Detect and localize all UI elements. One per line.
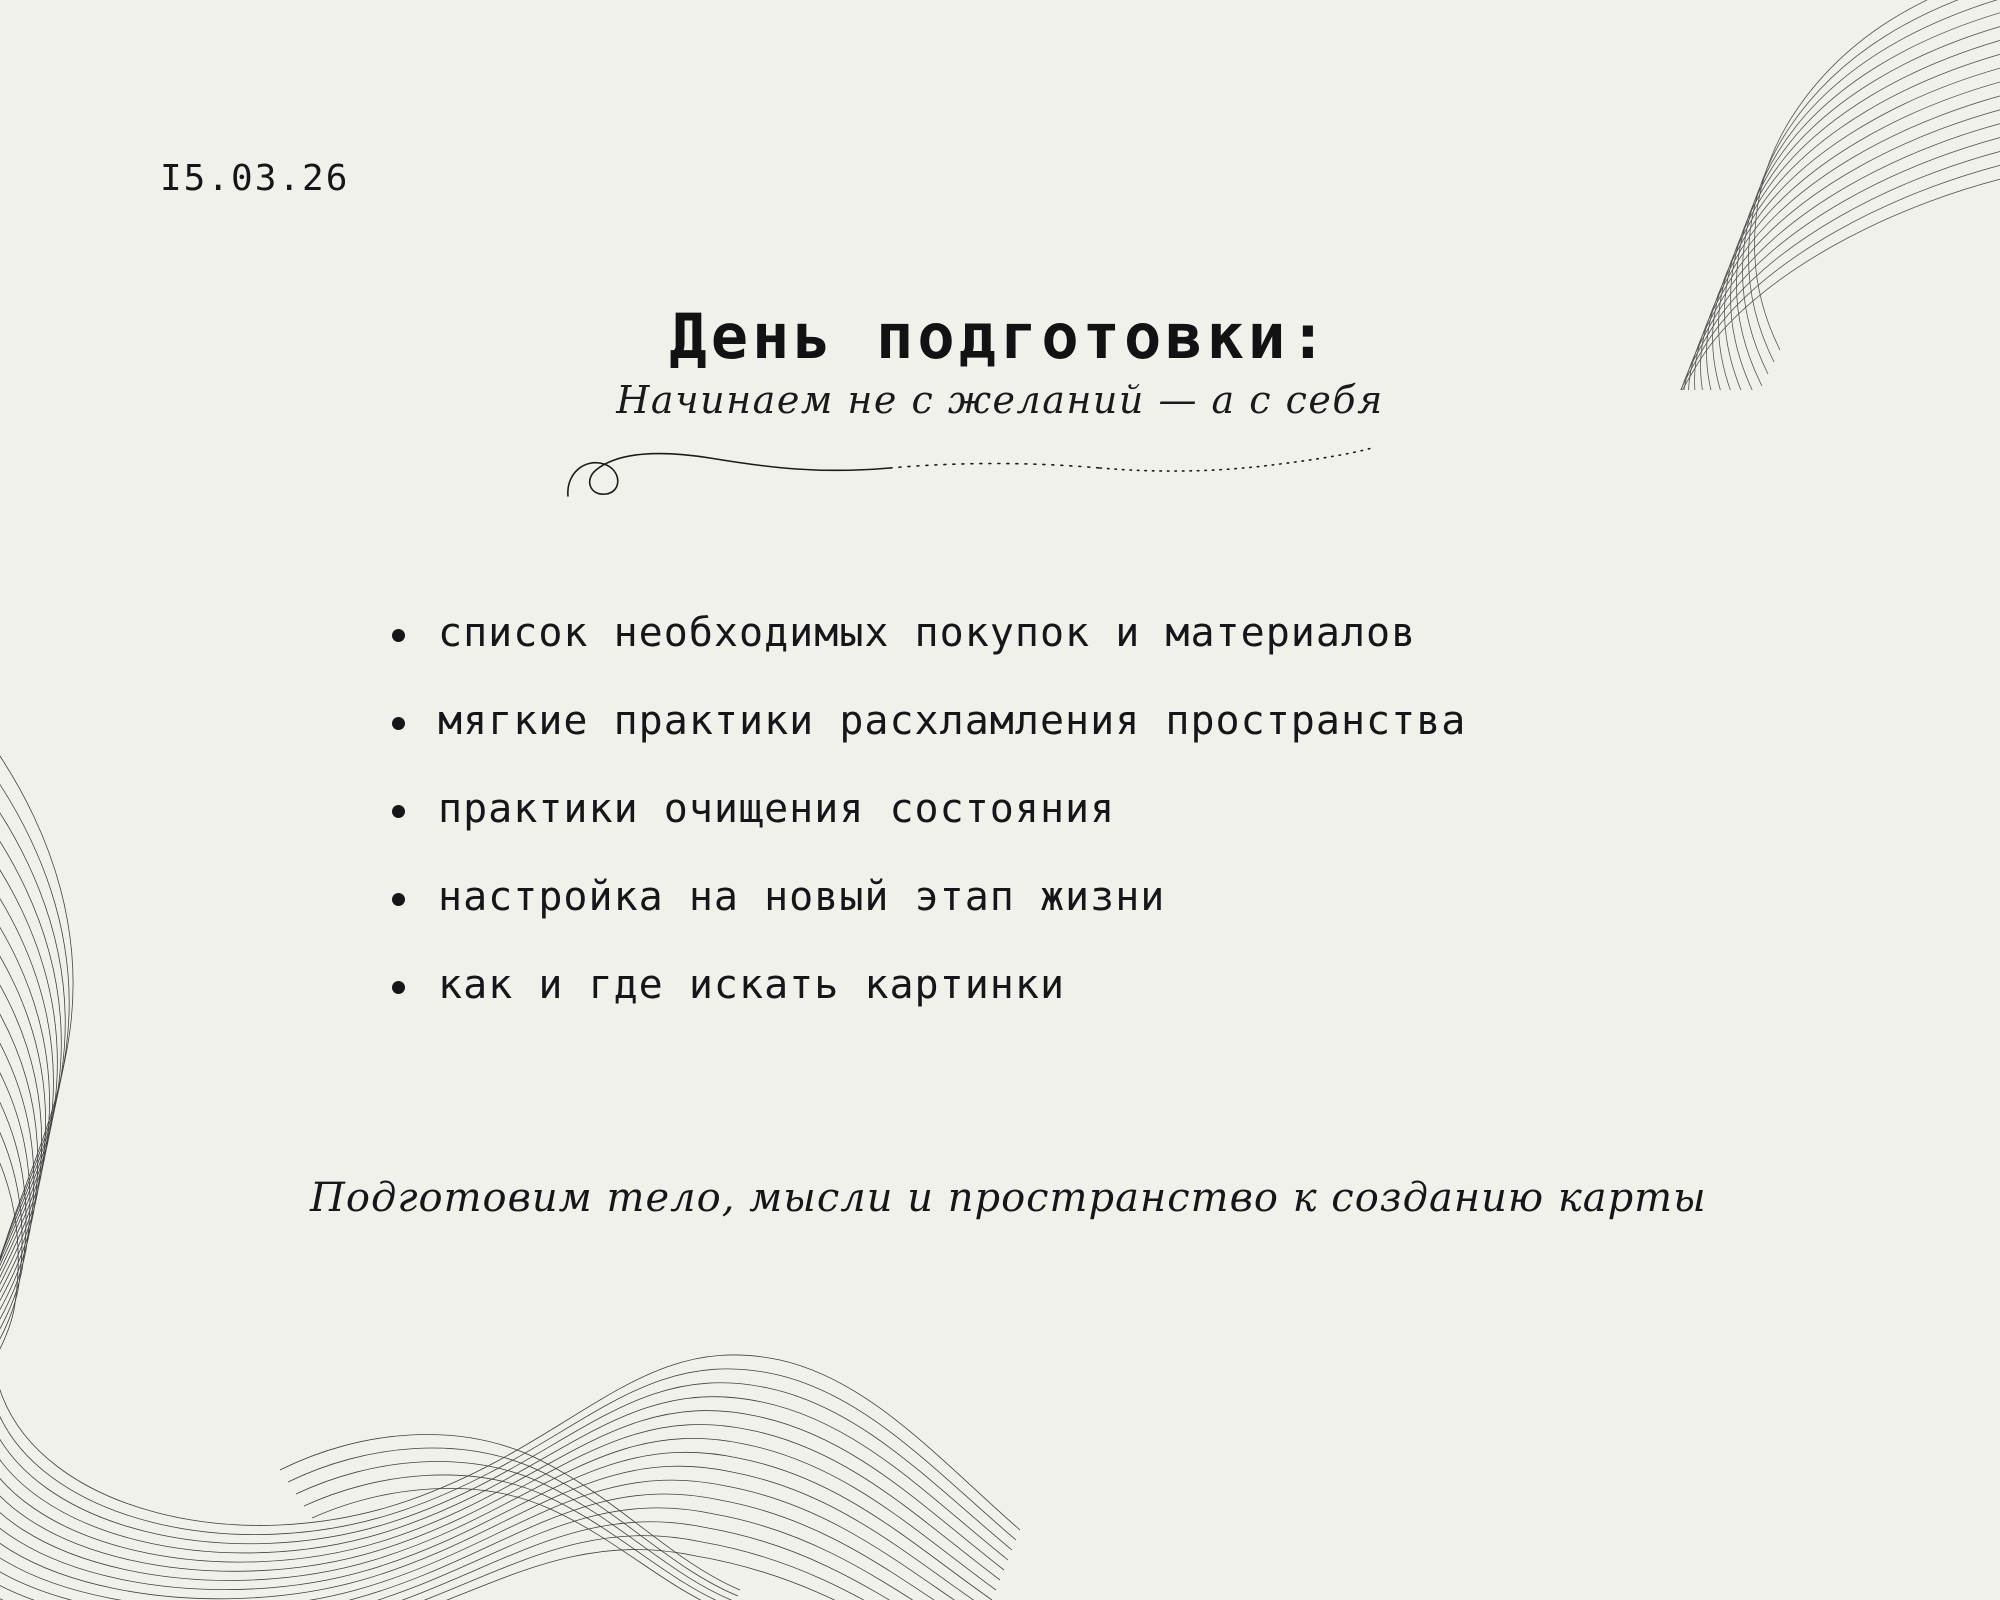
list-item [392,874,1692,920]
list-item-label: настройка на новый этап жизни [438,874,1166,920]
bullet-dot-icon [392,717,405,730]
list-item [392,962,1692,1008]
list-item [392,610,1692,656]
flourish-swirl-divider [560,436,1380,506]
bullet-list [392,610,1692,1050]
page-title: День подготовки: [669,299,1331,373]
bullet-dot-icon [392,629,405,642]
list-item [392,698,1692,744]
list-item-label: список необходимых покупок и материалов [438,610,1417,656]
list-item-label: мягкие практики расхламления пространства [438,698,1467,744]
footer-note: Подготовим тело, мысли и пространство к созданию карты [310,1175,1707,1221]
slide-date: I5.03.26 [160,158,350,199]
bullet-dot-icon [392,893,405,906]
list-item-label: как и где искать картинки [438,962,1066,1008]
bullet-dot-icon [392,805,405,818]
list-item [392,786,1692,832]
list-item-label: практики очищения состояния [438,786,1116,832]
page-subtitle: Начинаем не с желаний — а с себя [616,378,1384,422]
bullet-dot-icon [392,981,405,994]
